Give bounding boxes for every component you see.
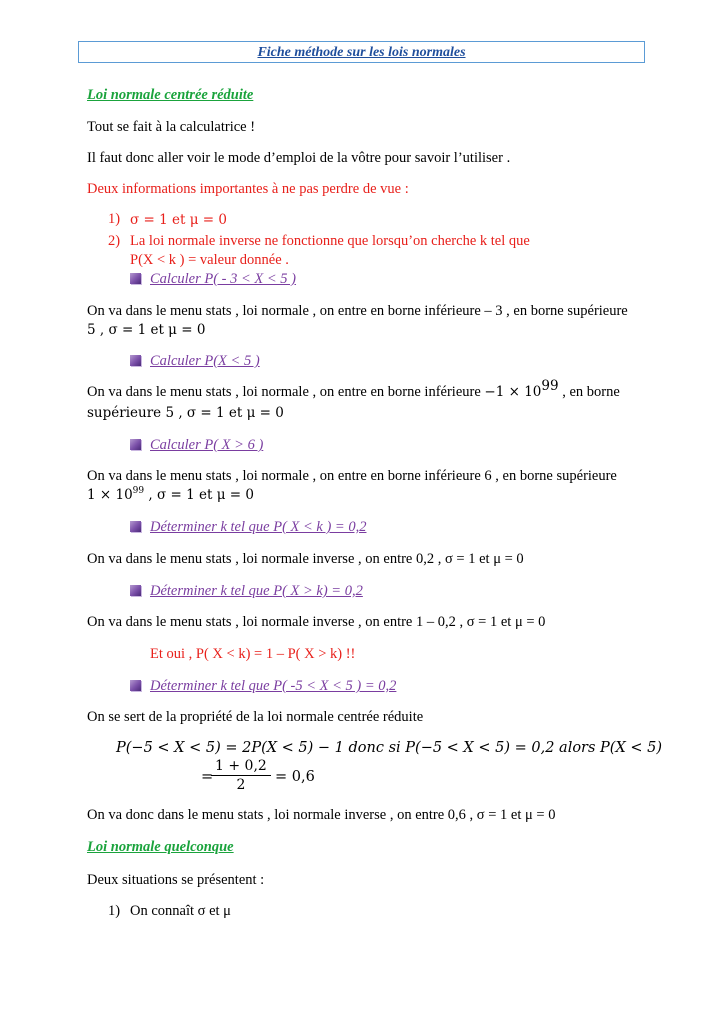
formula-line-1: P(−5 < X < 5) = 2P(X < 5) − 1 donc si P(−5 < X < 5) = 0,2 alors P(X < 5) — [116, 740, 663, 756]
fraction-numerator: 1 + 0,2 — [211, 758, 271, 776]
list-item-2-text-continued: P(X < k ) = valeur donnée . — [130, 252, 289, 268]
method-3-bullet — [130, 437, 263, 454]
method-6-bullet — [130, 678, 396, 695]
method-5-note: Et oui , P( X < k) = 1 – P( X > k) !! — [150, 646, 356, 662]
method-4-title: Déterminer k tel que P( X < k ) = 0,2 — [150, 519, 367, 535]
bullet-icon — [130, 439, 141, 450]
method-2-text-line1 — [87, 378, 620, 401]
method-3-text-line2 — [87, 487, 254, 503]
formula-equals: = — [201, 769, 214, 785]
formula-result: = 0,6 — [275, 769, 315, 785]
method-5-bullet — [130, 583, 363, 600]
method-2-exponent: 99 — [541, 378, 559, 394]
method-2-text-line2: supérieure 5 , σ = 1 et μ = 0 — [87, 405, 284, 421]
method-2-math: −1 × 10 — [484, 384, 542, 400]
paragraph-deux-situations: Deux situations se présentent : — [87, 872, 265, 888]
method-3-text-line1: On va dans le menu stats , loi normale , on entre en borne inférieure 6 , en borne supérieure — [87, 468, 617, 484]
page-title: Fiche méthode sur les lois normales — [257, 45, 466, 60]
method-1-text-line2: 5 , σ = 1 et μ = 0 — [87, 322, 206, 338]
bullet-icon — [130, 521, 141, 532]
method-3-title: Calculer P( X > 6 ) — [150, 437, 264, 453]
section-heading-quelconque: Loi normale quelconque — [87, 839, 234, 855]
method-3-text-c: , σ = 1 et μ = 0 — [144, 487, 254, 503]
important-intro: Deux informations importantes à ne pas perdre de vue : — [87, 181, 409, 197]
list-item-1-number: 1) — [108, 211, 121, 227]
method-3-math: 1 × 10 — [87, 487, 133, 503]
method-5-title: Déterminer k tel que P( X > k) = 0,2 — [150, 583, 363, 599]
method-5-text: On va dans le menu stats , loi normale inverse , on entre 1 – 0,2 , σ = 1 et μ = 0 — [87, 614, 546, 630]
method-6-text-intro: On se sert de la propriété de la loi normale centrée réduite — [87, 709, 424, 725]
method-2-bullet — [130, 353, 260, 370]
method-1-text-line1: On va dans le menu stats , loi normale , on entre en borne inférieure – 3 , en borne supérieure — [87, 303, 628, 319]
paragraph-calculatrice: Tout se fait à la calculatrice ! — [87, 119, 256, 135]
formula-fraction — [211, 758, 271, 793]
bullet-icon — [130, 355, 141, 366]
list-item-1-formula: σ = 1 et μ = 0 — [130, 212, 227, 228]
method-2-text-d: , en borne — [558, 384, 620, 400]
method-6-text-conclusion: On va donc dans le menu stats , loi normale inverse , on entre 0,6 , σ = 1 et μ = 0 — [87, 807, 556, 823]
fraction-denominator: 2 — [236, 777, 246, 793]
method-3-exponent: 99 — [132, 486, 145, 496]
section2-item-1-number: 1) — [108, 903, 121, 919]
method-2-title: Calculer P(X < 5 ) — [150, 353, 260, 369]
method-4-bullet — [130, 519, 366, 536]
paragraph-mode-emploi: Il faut donc aller voir le mode d’emploi de la vôtre pour savoir l’utiliser . — [87, 150, 511, 166]
section2-item-1-text: On connaît σ et μ — [130, 903, 231, 919]
method-6-title: Déterminer k tel que P( -5 < X < 5 ) = 0,2 — [150, 678, 397, 694]
title-box — [78, 41, 645, 63]
bullet-icon — [130, 273, 141, 284]
method-4-text: On va dans le menu stats , loi normale inverse , on entre 0,2 , σ = 1 et μ = 0 — [87, 551, 524, 567]
method-1-bullet — [130, 271, 296, 288]
list-item-2-text: La loi normale inverse ne fonctionne que lorsqu’on cherche k tel que — [130, 233, 530, 249]
method-2-text-a: On va dans le menu stats , loi normale , on entre en borne inférieure — [87, 384, 485, 400]
bullet-icon — [130, 585, 141, 596]
list-item-2-number: 2) — [108, 233, 121, 249]
method-1-title: Calculer P( - 3 < X < 5 ) — [150, 271, 297, 287]
bullet-icon — [130, 680, 141, 691]
section-heading-centree-reduite: Loi normale centrée réduite — [87, 87, 254, 103]
